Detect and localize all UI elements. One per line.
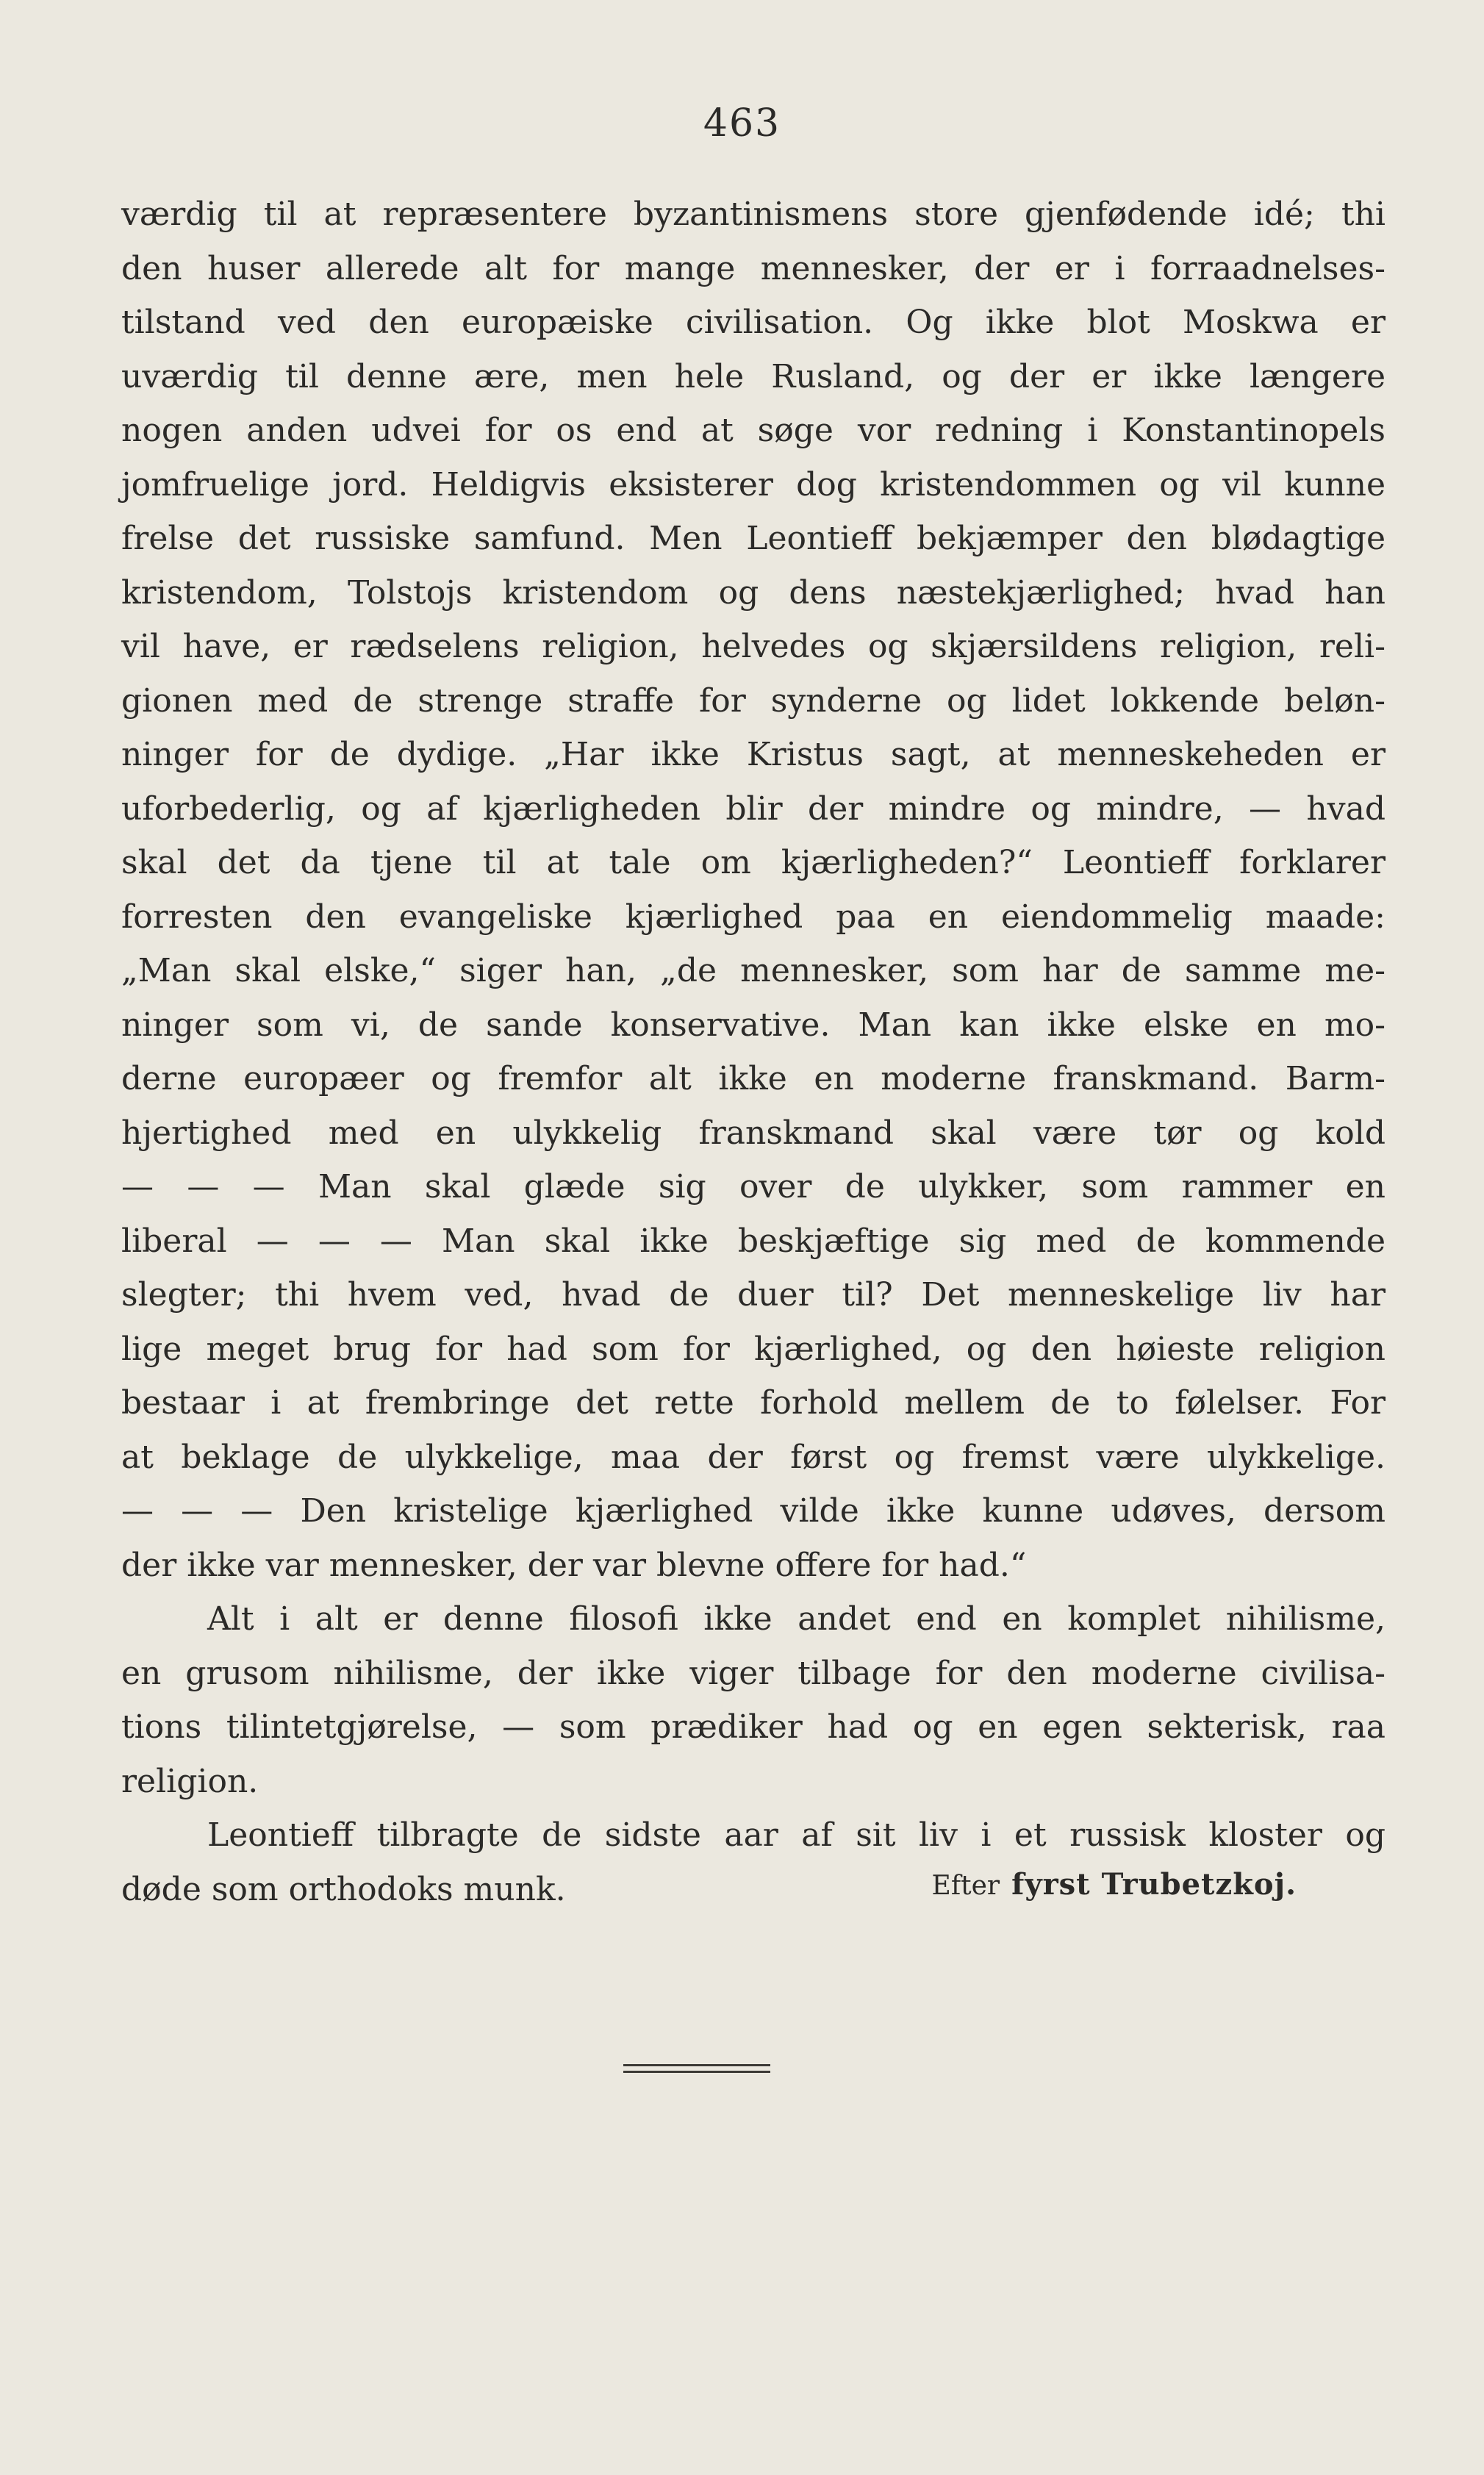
text-line: døde som orthodoks munk.: [121, 1870, 566, 1908]
text-line: forresten den evangeliske kjærlighed paa en eiendommelig maade:: [121, 898, 1386, 936]
text-line: bestaar i at frembringe det rette forhold mellem de to følelser. For: [121, 1384, 1386, 1422]
text-line: Leontieff tilbragte de sidste aar af sit liv i et russisk kloster og: [207, 1816, 1386, 1854]
divider: [623, 2071, 770, 2073]
text-line: uværdig til denne ære, men hele Rusland, og der er ikke længere: [121, 357, 1386, 395]
text-line: ninger for de dydige. „Har ikke Kristus sagt, at menneskeheden er: [121, 736, 1386, 773]
body-text: [121, 187, 1386, 1916]
text-line: skal det da tjene til at tale om kjærligheden?“ Leontieff forklarer: [121, 844, 1386, 881]
end-rule: [623, 2064, 770, 2076]
text-line: tilstand ved den europæiske civilisation. Og ikke blot Moskwa er: [121, 304, 1386, 341]
text-line: Alt i alt er denne filosofi ikke andet end en komplet nihilisme,: [207, 1600, 1386, 1638]
text-line: derne europæer og fremfor alt ikke en moderne franskmand. Barm-: [121, 1060, 1386, 1097]
text-line: gionen med de strenge straffe for synderne og lidet lokkende beløn-: [121, 681, 1386, 720]
divider: [623, 2064, 770, 2066]
text-line: — — — Den kristelige kjærlighed vilde ikke kunne udøves, dersom: [121, 1492, 1386, 1530]
text-line: frelse det russiske samfund. Men Leontieff bekjæmper den blødagtige: [121, 520, 1386, 557]
text-line: uforbederlig, og af kjærligheden blir der mindre og mindre, — hvad: [121, 789, 1386, 828]
text-line: vil have, er rædselens religion, helvedes og skjærsildens religion, reli-: [121, 628, 1386, 665]
text-line: en grusom nihilisme, der ikke viger tilbage for den moderne civilisa-: [121, 1654, 1386, 1692]
text-line: at beklage de ulykkelige, maa der først og fremst være ulykkelige.: [121, 1438, 1386, 1476]
text-line: liberal — — — Man skal ikke beskjæftige sig med de kommende: [121, 1222, 1386, 1260]
text-line: den huser allerede alt for mange mennesker, der er i forraadnelses-: [121, 249, 1386, 287]
text-line: religion.: [121, 1762, 259, 1800]
text-line: lige meget brug for had som for kjærlighed, og den høieste religion: [121, 1330, 1386, 1368]
text-line: tions tilintetgjørelse, — som prædiker had og en egen sekterisk, raa: [121, 1708, 1386, 1746]
text-line: jomfruelige jord. Heldigvis eksisterer dog kristendommen og vil kunne: [121, 465, 1386, 504]
page-number: 463: [703, 101, 781, 146]
text-line: slegter; thi hvem ved, hvad de duer til? Det menneskelige liv har: [121, 1276, 1386, 1314]
text-line: værdig til at repræsentere byzantinismens store gjenfødende idé; thi: [121, 196, 1386, 233]
signature-name: fyrst Trubetzkoj.: [1011, 1867, 1297, 1902]
text-line: — — — Man skal glæde sig over de ulykker, som rammer en: [121, 1168, 1386, 1206]
signature: [932, 1867, 1297, 1902]
text-line: kristendom, Tolstojs kristendom og dens næstekjærlighed; hvad han: [121, 573, 1386, 612]
text-line: ninger som vi, de sande konservative. Man kan ikke elske en mo-: [121, 1006, 1386, 1044]
text-line: der ikke var mennesker, der var blevne offere for had.“: [121, 1546, 1027, 1584]
text-line: „Man skal elske,“ siger han, „de mennesker, som har de samme me-: [121, 952, 1386, 989]
text-line: nogen anden udvei for os end at søge vor redning i Konstantinopels: [121, 412, 1386, 449]
text-line: hjertighed med en ulykkelig franskmand skal være tør og kold: [121, 1114, 1386, 1152]
signature-prefix: Efter: [931, 1871, 1000, 1901]
